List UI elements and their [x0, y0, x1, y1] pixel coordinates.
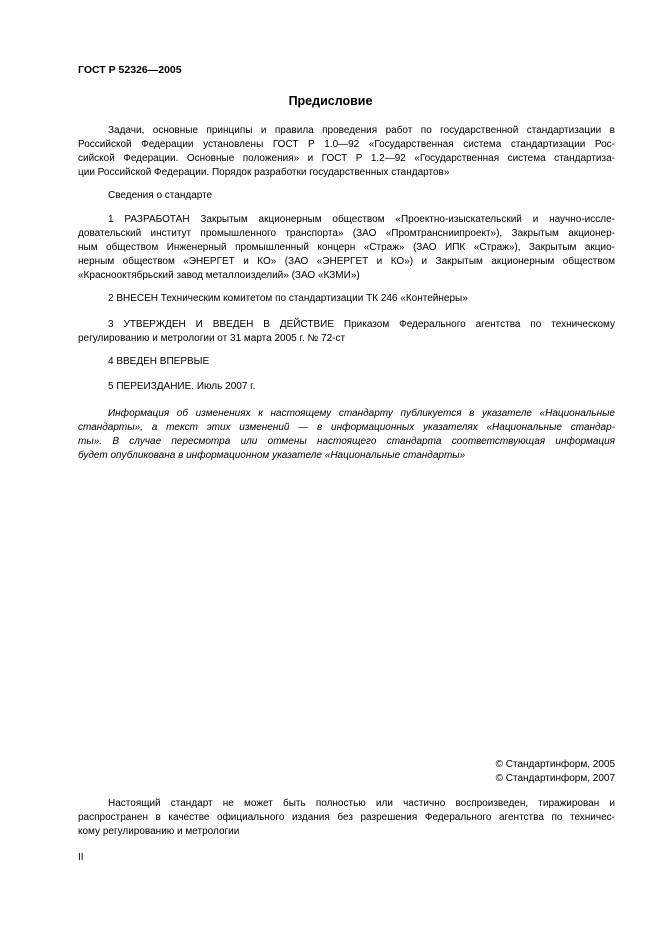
- copyright-block: [496, 758, 615, 786]
- copyright-line: © Стандартинформ, 2007: [495, 773, 615, 784]
- notice-line: будет опубликована в информационном указателе «Национальные стандарты»: [78, 450, 466, 461]
- notice-line: стандарты», а текст этих изменений — в информационных указателях «Национальные стандар-: [78, 422, 615, 433]
- intro-line: Задачи, основные принципы и правила проведения работ по государственной стандартизации в: [108, 125, 615, 136]
- item-3-paragraph: [78, 318, 615, 346]
- item-2: 2 ВНЕСЕН Техническим комитетом по стандартизации ТК 246 «Контейнеры»: [108, 293, 468, 304]
- item-1-paragraph: [78, 213, 615, 283]
- notice-line: ты». В случае пересмотра или отмены настоящего стандарта соответствующая информация: [78, 436, 615, 447]
- intro-paragraph: [78, 124, 615, 180]
- item-4: 4 ВВЕДЕН ВПЕРВЫЕ: [108, 356, 210, 367]
- item-1-line: 1 РАЗРАБОТАН Закрытым акционерным обществом «Проектно-изыскательский и научно-иссле-: [108, 214, 615, 225]
- info-heading: Сведения о стандарте: [108, 190, 213, 201]
- notice-line: Информация об изменениях к настоящему стандарту публикуется в указателе «Национальные: [108, 408, 615, 419]
- item-1-line: довательский институт промышленного транспорта» (ЗАО «Промтрансниипроект»), Закрытым акционер-: [78, 228, 615, 239]
- page-number: II: [78, 852, 84, 863]
- item-1-line: нерным обществом «ЭНЕРГЕТ и КО» (ЗАО «ЭНЕРГЕТ и КО») и Закрытым акционерным обществом: [78, 256, 615, 267]
- copyright-line: © Стандартинформ, 2005: [495, 759, 615, 770]
- page-title: Предисловие: [288, 94, 373, 108]
- item-1-line: ным обществом Инженерный промышленный концерн «Страж» (ЗАО ИПК «Страж»), Закрытым акцио-: [78, 242, 615, 253]
- legal-line: распространен в качестве официального издания без разрешения Федерального агентства по техничес-: [78, 812, 615, 823]
- legal-paragraph: [78, 797, 615, 839]
- document-id: ГОСТ Р 52326—2005: [78, 64, 182, 76]
- intro-line: ции Российской Федерации. Порядок разработки государственных стандартов»: [78, 167, 450, 178]
- notice-paragraph: [78, 407, 615, 463]
- legal-line: Настоящий стандарт не может быть полностью или частично воспроизведен, тиражирован и: [108, 798, 615, 809]
- item-5: 5 ПЕРЕИЗДАНИЕ. Июль 2007 г.: [108, 381, 256, 392]
- item-3-line: 3 УТВЕРЖДЕН И ВВЕДЕН В ДЕЙСТВИЕ Приказом Федерального агентства по техническому: [108, 319, 615, 330]
- intro-line: Российской Федерации установлены ГОСТ Р 1.0—92 «Государственная система стандартизации Рос-: [78, 139, 615, 150]
- legal-line: кому регулированию и метрологии: [78, 826, 240, 837]
- item-1-line: «Краснооктябрьский завод металлоизделий» (ЗАО «КЗМИ»): [78, 270, 360, 281]
- item-3-line: регулированию и метрологии от 31 марта 2005 г. № 72-ст: [78, 333, 346, 344]
- intro-line: сийской Федерации. Основные положения» и ГОСТ Р 1.2—92 «Государственная система стандартиза-: [78, 153, 615, 164]
